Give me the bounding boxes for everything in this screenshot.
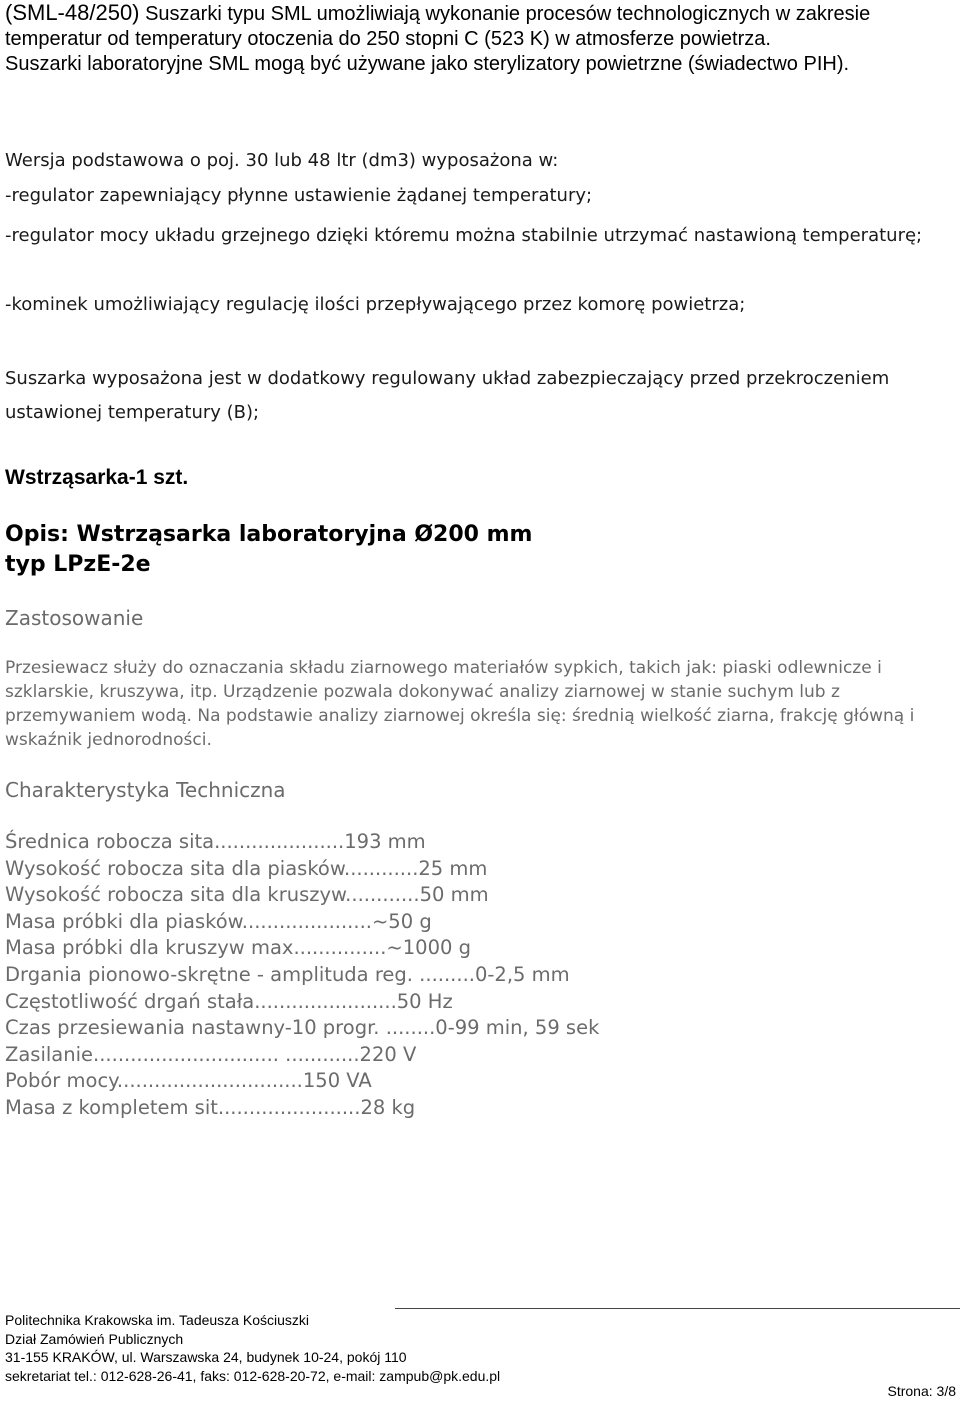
- technical-specs-list: [5, 829, 952, 1122]
- spec-item: Drgania pionowo-skrętne - amplituda reg. .........0-2,5 mm: [5, 962, 570, 986]
- regulator-power-item: -regulator mocy układu grzejnego dzięki któremu można stabilnie utrzymać nastawioną temperaturę;: [5, 225, 923, 246]
- footer-divider: [395, 1308, 960, 1309]
- dryer-safety-note: Suszarka wyposażona jest w dodatkowy regulowany układ zabezpieczający przed przekroczeniem ustawionej temperatury (B);: [5, 368, 890, 423]
- chimney-item: -kominek umożliwiający regulację ilości przepływającego przez komorę powietrza;: [5, 294, 746, 315]
- application-heading: Zastosowanie: [5, 606, 144, 630]
- spec-item: Wysokość robocza sita dla piasków............25 mm: [5, 856, 488, 880]
- shaker-description-title: [5, 520, 952, 580]
- footer-address: 31-155 KRAKÓW, ul. Warszawska 24, budynek 10-24, pokój 110: [5, 1349, 407, 1365]
- model-code: (SML-48/250): [5, 0, 140, 25]
- technical-specs-heading: Charakterystyka Techniczna: [5, 778, 286, 802]
- intro-text: Suszarki typu SML umożliwiają wykonanie procesów technologicznych w zakresie temperatur od temperatury otoczenia do 250 stopni C (523 K) w atmosferze powietrza.: [5, 3, 871, 50]
- footer: [5, 1311, 500, 1385]
- spec-item: Masa próbki dla kruszyw max...............~1000 g: [5, 936, 471, 960]
- intro-sterilizer-note: Suszarki laboratoryjne SML mogą być używane jako sterylizatory powietrzne (świadectwo PIH).: [5, 53, 850, 75]
- spec-item: Masa próbki dla piasków.....................~50 g: [5, 909, 432, 933]
- spec-item: Pobór mocy..............................150 VA: [5, 1069, 372, 1093]
- footer-institution: Politechnika Krakowska im. Tadeusza Kościuszki: [5, 1312, 309, 1328]
- intro-section: [5, 0, 952, 77]
- spec-item: Czas przesiewania nastawny-10 progr. ........0-99 min, 59 sek: [5, 1016, 600, 1040]
- spec-item: Średnica robocza sita.....................193 mm: [5, 830, 426, 853]
- spec-item: Częstotliwość drgań stała.......................50 Hz: [5, 989, 453, 1013]
- footer-department: Dział Zamówień Publicznych: [5, 1330, 184, 1347]
- spec-item: Wysokość robocza sita dla kruszyw............50 mm: [5, 883, 489, 907]
- description-line-1: Opis: Wstrząsarka laboratoryjna Ø200 mm: [5, 522, 533, 547]
- spec-item: Masa z kompletem sit.......................28 kg: [5, 1095, 416, 1119]
- basic-version-line: Wersja podstawowa o poj. 30 lub 48 ltr (dm3) wyposażona w:: [5, 150, 559, 171]
- regulator-temperature-item: -regulator zapewniający płynne ustawienie żądanej temperatury;: [5, 185, 593, 206]
- application-text: Przesiewacz służy do oznaczania składu ziarnowego materiałów sypkich, takich jak: piaski odlewnicze i szklarskie, kruszywa, itp. Urządzenie pozwala dokonywać analizy ziarnowej w stanie suchym lub z przemywaniem wodą. Na podstawie analizy ziarnowej określa się: średnią wielkość ziarna, frakcję główną i wskaźnik jednorodności.: [5, 658, 915, 750]
- footer-contact: sekretariat tel.: 012-628-26-41, faks: 012-628-20-72, e-mail: zampub@pk.edu.pl: [5, 1367, 501, 1384]
- spec-item: Zasilanie.............................. ............220 V: [5, 1042, 417, 1066]
- page-number: Strona: 3/8: [887, 1383, 956, 1399]
- intro-paragraph: [5, 0, 952, 52]
- description-line-2: typ LPzE-2e: [5, 552, 151, 577]
- shaker-heading: Wstrząsarka-1 szt.: [5, 466, 189, 489]
